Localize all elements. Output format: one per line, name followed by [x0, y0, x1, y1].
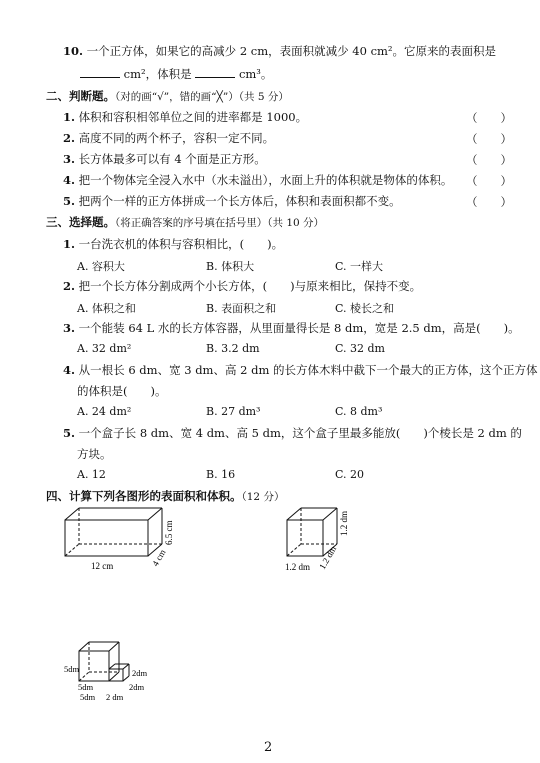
q1-option-a[interactable]: A. 容积大	[77, 260, 125, 273]
q10-line2-a: cm²，体积是	[123, 67, 192, 81]
judge-answer-4[interactable]: （ ）	[466, 174, 512, 188]
small-cube-edge	[109, 664, 115, 669]
choice-text: 从一根长 6 dm、宽 3 dm、高 2 dm 的长方体木料中截下一个最大的正方体，这个正方体	[78, 363, 538, 377]
choice-text: 一个能装 64 L 水的长方体容器，从里面量得长是 8 dm，宽是 2.5 dm，高是( )。	[78, 321, 520, 335]
small-cube-depth-label: 2dm	[129, 682, 145, 692]
q2-option-a[interactable]: A. 体积之和	[77, 302, 136, 315]
section3-header	[46, 215, 324, 230]
choice-q5-line2: 方块。	[77, 447, 112, 461]
judge-item-1	[63, 110, 307, 124]
q3-option-b[interactable]: B. 3.2 dm	[206, 342, 260, 355]
judge-number: 5.	[63, 194, 76, 208]
cube-edge	[287, 508, 301, 520]
big-cube-hidden-edge	[79, 672, 89, 681]
section4-note: （12 分）	[241, 491, 285, 503]
q1-option-c[interactable]: C. 一样大	[335, 260, 384, 273]
q5-option-b[interactable]: B. 16	[206, 468, 236, 481]
q2-option-b[interactable]: B. 表面积之和	[206, 302, 277, 315]
cuboid-height-label: 6.5 cm	[164, 520, 174, 545]
section4-heading: 四、计算下列各图形的表面积和体积。	[46, 489, 242, 503]
q2-option-c[interactable]: C. 棱长之和	[335, 302, 395, 315]
cube-height-label: 1.2 dm	[339, 510, 349, 536]
small-cube-width-label: 2 dm	[106, 692, 124, 702]
judge-item-2	[63, 131, 274, 145]
cuboid-edge	[65, 508, 79, 520]
judge-answer-3[interactable]: （ ）	[466, 153, 512, 167]
judge-answer-5[interactable]: （ ）	[466, 195, 512, 209]
choice-text: 一台洗衣机的体积与容积相比，( )。	[78, 237, 284, 251]
cube-bottom-label: 1.2 dm	[285, 562, 311, 572]
q3-option-c[interactable]: C. 32 dm	[335, 342, 385, 355]
choice-q2	[63, 279, 421, 293]
choice-number: 1.	[63, 237, 76, 251]
cube-depth-label: 1.2 dm	[317, 544, 339, 571]
q10-line2	[80, 66, 272, 81]
choice-q5	[63, 426, 522, 440]
q4-option-c[interactable]: C. 8 dm³	[335, 405, 383, 418]
q4-option-b[interactable]: B. 27 dm³	[206, 405, 261, 418]
judge-number: 3.	[63, 152, 76, 166]
cuboid-hidden-edge	[65, 544, 79, 556]
big-cube-depth-label: 5dm	[78, 682, 94, 692]
q10-line2-b: cm³。	[238, 67, 273, 81]
choice-number: 5.	[63, 426, 76, 440]
judge-item-3	[63, 152, 266, 166]
choice-q4-line2: 的体积是( )。	[77, 384, 167, 398]
cuboid-figure	[56, 500, 176, 575]
q10-blank-surface[interactable]	[80, 66, 120, 78]
choice-number: 2.	[63, 279, 76, 293]
small-cube-edge	[123, 676, 129, 681]
combined-figure	[58, 634, 163, 706]
cuboid-front-face	[65, 520, 148, 556]
cuboid-length-label: 12 cm	[91, 561, 114, 571]
judge-number: 2.	[63, 131, 76, 145]
big-cube-edge	[109, 672, 119, 681]
section2-heading: 二、判断题。	[46, 89, 115, 103]
section2-header	[46, 89, 289, 104]
cube-front-face	[287, 520, 323, 556]
q5-option-a[interactable]: A. 12	[77, 468, 106, 481]
choice-text: 一个盒子长 8 dm、宽 4 dm、高 5 dm，这个盒子里最多能放( )个棱长是 2 dm 的	[78, 426, 522, 440]
small-cube-height-label: 2dm	[132, 668, 148, 678]
judge-text: 把两个一样的正方体拼成一个长方体后，体积和表面积都不变。	[78, 194, 401, 208]
big-cube-width-label: 5dm	[80, 692, 96, 702]
section3-note: （将正确答案的序号填在括号里）（共 10 分）	[115, 217, 325, 229]
big-cube-height-label: 5dm	[64, 664, 80, 674]
choice-q4	[63, 363, 538, 377]
judge-text: 把一个物体完全浸入水中（水未溢出），水面上升的体积就是物体的体积。	[78, 173, 453, 187]
judge-number: 4.	[63, 173, 76, 187]
section3-heading: 三、选择题。	[46, 215, 115, 229]
choice-number: 4.	[63, 363, 76, 377]
q10-text: 一个正方体，如果它的高减少 2 cm，表面积就减少 40 cm²。它原来的表面积是	[86, 44, 497, 58]
judge-item-4	[63, 173, 452, 187]
cube-figure	[282, 500, 357, 575]
cuboid-edge	[148, 508, 162, 520]
q5-option-c[interactable]: C. 20	[335, 468, 365, 481]
judge-text: 高度不同的两个杯子，容积一定不同。	[78, 131, 275, 145]
choice-text: 把一个长方体分割成两个小长方体，( )与原来相比，保持不变。	[78, 279, 422, 293]
q1-option-b[interactable]: B. 体积大	[206, 260, 255, 273]
choice-q3	[63, 321, 520, 335]
judge-number: 1.	[63, 110, 76, 124]
judge-item-5	[63, 194, 401, 208]
big-cube-edge	[109, 642, 119, 651]
cube-edge	[323, 508, 337, 520]
page-number: 2	[264, 740, 273, 755]
choice-q1	[63, 237, 283, 251]
cube-hidden-edge	[287, 544, 301, 556]
big-cube-edge	[79, 642, 89, 651]
choice-number: 3.	[63, 321, 76, 335]
section2-note: （对的画“√”，错的画“╳”）（共 5 分）	[115, 91, 289, 103]
judge-text: 长方体最多可以有 4 个面是正方形。	[78, 152, 266, 166]
q4-option-a[interactable]: A. 24 dm²	[77, 405, 132, 418]
q10-number: 10.	[63, 44, 84, 58]
judge-answer-1[interactable]: （ ）	[466, 111, 512, 125]
judge-answer-2[interactable]: （ ）	[466, 132, 512, 146]
small-cube-edge	[123, 664, 129, 669]
q3-option-a[interactable]: A. 32 dm²	[77, 342, 132, 355]
q10-line1	[63, 44, 496, 58]
judge-text: 体积和容积相邻单位之间的进率都是 1000。	[78, 110, 308, 124]
cuboid-width-label: 4 cm	[150, 547, 168, 568]
q10-blank-volume[interactable]	[195, 66, 235, 78]
